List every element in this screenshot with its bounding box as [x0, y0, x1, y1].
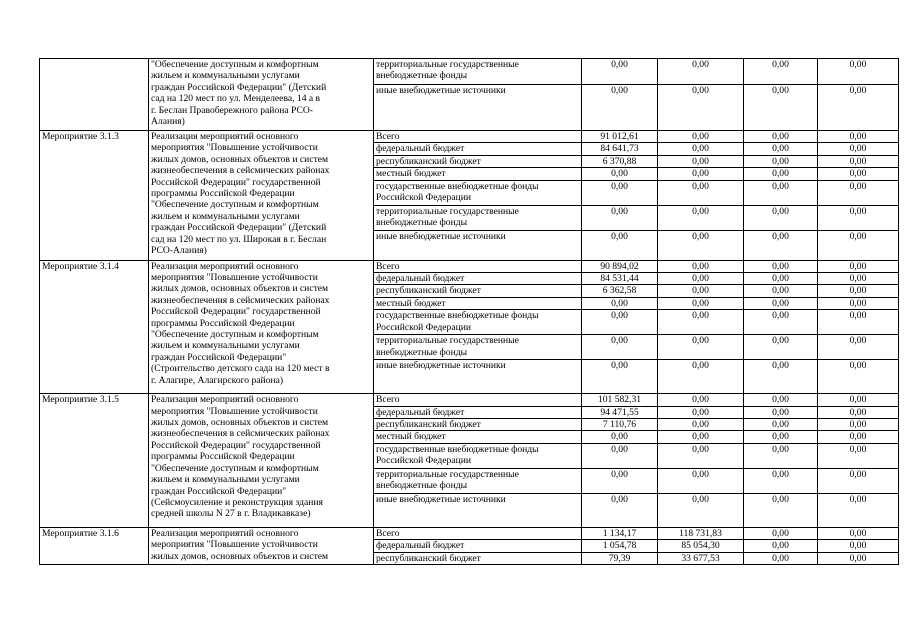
amount-cell-year-1 — [582, 493, 658, 527]
amount-cell-year-4 — [818, 493, 899, 527]
amount-cell-year-3 — [744, 406, 818, 418]
description-line: мероприятия "Повышение устойчивости — [151, 405, 318, 417]
amount-cell-year-3 — [744, 59, 818, 85]
amount-value: 0,00 — [692, 431, 709, 443]
table-row — [40, 260, 899, 272]
amount-value: 0,00 — [692, 230, 709, 242]
amount-cell-year-1 — [582, 285, 658, 297]
amount-cell-year-1 — [582, 310, 658, 335]
amount-value: 0,00 — [692, 260, 709, 272]
amount-cell-year-2 — [658, 360, 744, 394]
amount-cell-year-1 — [582, 527, 658, 539]
amount-value: 1 054,78 — [602, 540, 637, 552]
description-line: "Обеспечение доступным и комфортным — [151, 199, 319, 211]
amount-value: 0,00 — [772, 310, 789, 322]
amount-value: 90 894,02 — [600, 260, 639, 272]
amount-cell-year-2 — [658, 85, 744, 131]
amount-cell-year-1 — [582, 59, 658, 85]
amount-cell-year-1 — [582, 540, 658, 552]
measure-id-cell: Мероприятие 3.1.3 — [40, 131, 149, 261]
amount-cell-year-2 — [658, 230, 744, 260]
description-line: программы Российской Федерации — [151, 451, 295, 463]
amount-value: 0,00 — [772, 493, 789, 505]
amount-value: 0,00 — [849, 260, 867, 272]
amount-value: 0,00 — [772, 468, 789, 480]
amount-value: 0,00 — [772, 131, 789, 142]
amount-value: 94 471,55 — [600, 406, 639, 418]
amount-cell-year-1 — [582, 131, 658, 143]
amount-value: 0,00 — [849, 406, 867, 418]
funding-source-cell: Всего — [374, 394, 582, 406]
description-line: граждан Российской Федерации" (Детский — [151, 81, 327, 93]
amount-value: 0,00 — [772, 431, 789, 443]
funding-source-cell: государственные внебюджетные фонды Российской Федерации — [374, 443, 582, 468]
amount-value: 85 054,30 — [681, 540, 720, 552]
measure-description-cell — [149, 59, 374, 131]
amount-value: 7 110,76 — [602, 419, 637, 431]
amount-value: 0,00 — [849, 310, 867, 322]
description-line: граждан Российской Федерации" — [151, 485, 287, 497]
amount-cell-year-4 — [818, 285, 899, 297]
amount-cell-year-2 — [658, 131, 744, 143]
amount-value: 0,00 — [692, 443, 709, 455]
description-line: мероприятия "Повышение устойчивости — [151, 142, 318, 154]
amount-cell-year-3 — [744, 297, 818, 309]
amount-value: 0,00 — [611, 493, 628, 505]
amount-value: 1 134,17 — [602, 527, 637, 539]
amount-cell-year-1 — [582, 273, 658, 285]
amount-cell-year-3 — [744, 394, 818, 406]
amount-value: 0,00 — [772, 143, 789, 155]
description-line: жильем и коммунальными услугами — [151, 474, 300, 486]
description-line: жизнеобеспечения в сейсмических районах — [151, 428, 330, 440]
funding-source-cell: иные внебюджетные источники — [374, 360, 582, 394]
measure-id-cell: Мероприятие 3.1.5 — [40, 394, 149, 528]
amount-value: 0,00 — [849, 527, 867, 539]
amount-cell-year-2 — [658, 394, 744, 406]
amount-cell-year-4 — [818, 335, 899, 360]
funding-source-cell: иные внебюджетные источники — [374, 230, 582, 260]
amount-value: 0,00 — [772, 168, 789, 180]
description-line: "Обеспечение доступным и комфортным — [151, 59, 319, 70]
amount-cell-year-4 — [818, 552, 899, 564]
amount-cell-year-1 — [582, 419, 658, 431]
amount-value: 0,00 — [772, 394, 789, 406]
amount-cell-year-4 — [818, 155, 899, 167]
description-line: жилых домов, основных объектов и систем — [151, 550, 329, 562]
amount-value: 0,00 — [692, 493, 709, 505]
amount-value: 0,00 — [772, 297, 789, 309]
amount-value: 0,00 — [772, 205, 789, 217]
funding-source-cell: территориальные государственные внебюджетные фонды — [374, 335, 582, 360]
amount-value: 0,00 — [692, 155, 709, 167]
amount-cell-year-3 — [744, 540, 818, 552]
description-line: РСО-Алания) — [151, 245, 207, 257]
amount-value: 84 531,44 — [600, 273, 639, 285]
amount-cell-year-1 — [582, 260, 658, 272]
amount-value: 0,00 — [772, 443, 789, 455]
amount-cell-year-3 — [744, 443, 818, 468]
description-line: (Сейсмоусиление и реконструкция здания — [151, 496, 323, 508]
amount-value: 0,00 — [849, 285, 867, 297]
description-line: мероприятия "Повышение устойчивости — [151, 272, 318, 284]
amount-cell-year-3 — [744, 431, 818, 443]
amount-value: 0,00 — [849, 180, 867, 192]
amount-value: 0,00 — [692, 468, 709, 480]
amount-cell-year-2 — [658, 431, 744, 443]
amount-cell-year-4 — [818, 180, 899, 205]
amount-value: 0,00 — [849, 131, 867, 142]
description-line: программы Российской Федерации — [151, 188, 295, 200]
amount-value: 0,00 — [849, 540, 867, 552]
amount-cell-year-1 — [582, 143, 658, 155]
funding-source-cell: федеральный бюджет — [374, 540, 582, 552]
amount-value: 0,00 — [611, 468, 628, 480]
description-line: г. Алагире, Алагирского района) — [151, 374, 284, 386]
funding-source-cell: Всего — [374, 527, 582, 539]
amount-value: 79,39 — [608, 552, 631, 564]
amount-value: 0,00 — [849, 552, 867, 564]
description-line: Реализация мероприятий основного — [151, 527, 299, 539]
amount-cell-year-3 — [744, 131, 818, 143]
amount-value: 0,00 — [692, 419, 709, 431]
amount-value: 0,00 — [772, 273, 789, 285]
amount-value: 0,00 — [611, 431, 628, 443]
description-line: сад на 120 мест по ул. Широкая в г. Беслан — [151, 233, 327, 245]
amount-cell-year-2 — [658, 468, 744, 493]
amount-cell-year-2 — [658, 297, 744, 309]
description-line: мероприятия "Повышение устойчивости — [151, 539, 318, 551]
amount-cell-year-4 — [818, 230, 899, 260]
amount-value: 0,00 — [692, 360, 709, 372]
amount-cell-year-4 — [818, 205, 899, 230]
amount-value: 0,00 — [692, 394, 709, 406]
description-line: (Строительство детского сада на 120 мест в — [151, 363, 330, 375]
amount-cell-year-1 — [582, 431, 658, 443]
amount-value: 0,00 — [772, 285, 789, 297]
amount-value: 91 012,61 — [600, 131, 639, 142]
description-line: г. Беслан Правобережного района РСО- — [151, 104, 314, 116]
measure-id-cell — [40, 59, 149, 131]
amount-cell-year-2 — [658, 59, 744, 85]
amount-value: 0,00 — [849, 335, 867, 347]
description-line: Реализация мероприятий основного — [151, 260, 299, 272]
amount-value: 0,00 — [611, 310, 628, 322]
description-line: жизнеобеспечения в сейсмических районах — [151, 294, 330, 306]
amount-cell-year-2 — [658, 443, 744, 468]
amount-value: 84 641,73 — [600, 143, 639, 155]
amount-cell-year-3 — [744, 260, 818, 272]
amount-cell-year-2 — [658, 168, 744, 180]
amount-cell-year-1 — [582, 552, 658, 564]
funding-source-cell: республиканский бюджет — [374, 419, 582, 431]
amount-value: 0,00 — [772, 155, 789, 167]
amount-cell-year-4 — [818, 527, 899, 539]
amount-value: 0,00 — [849, 273, 867, 285]
amount-value: 0,00 — [849, 59, 867, 70]
amount-value: 33 677,53 — [681, 552, 720, 564]
amount-cell-year-3 — [744, 285, 818, 297]
amount-cell-year-3 — [744, 527, 818, 539]
description-line: жильем и коммунальными услугами — [151, 340, 300, 352]
funding-source-cell: государственные внебюджетные фонды Российской Федерации — [374, 180, 582, 205]
amount-value: 0,00 — [611, 85, 628, 96]
amount-value: 0,00 — [611, 59, 628, 70]
amount-value: 0,00 — [849, 431, 867, 443]
amount-cell-year-3 — [744, 273, 818, 285]
amount-cell-year-1 — [582, 230, 658, 260]
amount-cell-year-2 — [658, 273, 744, 285]
description-line: "Обеспечение доступным и комфортным — [151, 462, 319, 474]
measure-description-cell — [149, 394, 374, 528]
amount-cell-year-2 — [658, 260, 744, 272]
amount-cell-year-4 — [818, 297, 899, 309]
funding-source-cell: иные внебюджетные источники — [374, 85, 582, 131]
amount-value: 0,00 — [772, 406, 789, 418]
amount-value: 0,00 — [692, 205, 709, 217]
amount-value: 0,00 — [692, 168, 709, 180]
amount-value: 0,00 — [611, 180, 628, 192]
funding-source-cell: местный бюджет — [374, 431, 582, 443]
amount-cell-year-4 — [818, 59, 899, 85]
amount-cell-year-3 — [744, 419, 818, 431]
amount-cell-year-3 — [744, 230, 818, 260]
amount-cell-year-3 — [744, 552, 818, 564]
amount-cell-year-3 — [744, 205, 818, 230]
amount-cell-year-3 — [744, 335, 818, 360]
amount-cell-year-2 — [658, 310, 744, 335]
amount-value: 6 370,88 — [602, 155, 637, 167]
amount-value: 0,00 — [772, 85, 789, 96]
amount-cell-year-1 — [582, 468, 658, 493]
funding-source-cell: местный бюджет — [374, 168, 582, 180]
description-line: Реализация мероприятий основного — [151, 131, 299, 142]
table-row — [40, 59, 899, 85]
amount-value: 0,00 — [692, 406, 709, 418]
amount-cell-year-3 — [744, 360, 818, 394]
funding-source-cell: Всего — [374, 131, 582, 143]
amount-cell-year-2 — [658, 540, 744, 552]
amount-value: 0,00 — [692, 310, 709, 322]
amount-cell-year-1 — [582, 406, 658, 418]
table-row — [40, 131, 899, 143]
description-line: жизнеобеспечения в сейсмических районах — [151, 165, 330, 177]
amount-cell-year-4 — [818, 443, 899, 468]
amount-value: 0,00 — [611, 205, 628, 217]
amount-value: 0,00 — [772, 230, 789, 242]
amount-cell-year-1 — [582, 155, 658, 167]
description-line: жилых домов, основных объектов и систем — [151, 283, 329, 295]
amount-cell-year-4 — [818, 419, 899, 431]
amount-value: 0,00 — [611, 360, 628, 372]
amount-cell-year-2 — [658, 493, 744, 527]
amount-cell-year-2 — [658, 285, 744, 297]
amount-cell-year-4 — [818, 394, 899, 406]
budget-table-page — [39, 58, 899, 565]
funding-source-cell: местный бюджет — [374, 297, 582, 309]
funding-source-cell: федеральный бюджет — [374, 406, 582, 418]
amount-value: 0,00 — [772, 335, 789, 347]
amount-cell-year-1 — [582, 335, 658, 360]
amount-cell-year-2 — [658, 143, 744, 155]
measure-description-cell — [149, 260, 374, 394]
funding-source-cell: государственные внебюджетные фонды Российской Федерации — [374, 310, 582, 335]
table-row — [40, 527, 899, 539]
description-line: Реализация мероприятий основного — [151, 394, 299, 406]
amount-value: 0,00 — [772, 540, 789, 552]
amount-value: 0,00 — [692, 85, 709, 96]
description-line: сад на 120 мест по ул. Менделеева, 14 а в — [151, 93, 321, 105]
amount-cell-year-4 — [818, 406, 899, 418]
amount-cell-year-4 — [818, 273, 899, 285]
amount-cell-year-2 — [658, 527, 744, 539]
amount-cell-year-1 — [582, 394, 658, 406]
amount-cell-year-4 — [818, 85, 899, 131]
amount-cell-year-1 — [582, 297, 658, 309]
amount-cell-year-3 — [744, 85, 818, 131]
description-line: программы Российской Федерации — [151, 317, 295, 329]
description-line: Российской Федерации" государственной — [151, 306, 321, 318]
amount-value: 0,00 — [611, 335, 628, 347]
description-line: Алания) — [151, 116, 185, 128]
funding-source-cell: территориальные государственные внебюджетные фонды — [374, 468, 582, 493]
amount-cell-year-1 — [582, 168, 658, 180]
amount-cell-year-3 — [744, 180, 818, 205]
amount-cell-year-3 — [744, 468, 818, 493]
amount-value: 0,00 — [849, 155, 867, 167]
amount-cell-year-4 — [818, 168, 899, 180]
amount-cell-year-2 — [658, 335, 744, 360]
amount-value: 0,00 — [692, 285, 709, 297]
description-line: жилых домов, основных объектов и систем — [151, 417, 329, 429]
amount-cell-year-3 — [744, 143, 818, 155]
amount-cell-year-4 — [818, 131, 899, 143]
amount-cell-year-2 — [658, 155, 744, 167]
amount-cell-year-3 — [744, 168, 818, 180]
amount-value: 0,00 — [772, 419, 789, 431]
amount-value: 0,00 — [849, 205, 867, 217]
funding-source-cell: республиканский бюджет — [374, 285, 582, 297]
description-line: "Обеспечение доступным и комфортным — [151, 329, 319, 341]
amount-value: 0,00 — [692, 59, 709, 70]
description-line: Российской Федерации" государственной — [151, 439, 321, 451]
measure-description-cell — [149, 131, 374, 261]
amount-value: 0,00 — [772, 360, 789, 372]
amount-cell-year-4 — [818, 431, 899, 443]
amount-value: 0,00 — [849, 230, 867, 242]
funding-source-cell: территориальные государственные внебюджетные фонды — [374, 205, 582, 230]
amount-cell-year-3 — [744, 310, 818, 335]
amount-cell-year-4 — [818, 260, 899, 272]
amount-value: 0,00 — [849, 168, 867, 180]
amount-value: 101 582,31 — [597, 394, 642, 406]
description-line: граждан Российской Федерации" — [151, 351, 287, 363]
amount-cell-year-1 — [582, 205, 658, 230]
funding-source-cell: иные внебюджетные источники — [374, 493, 582, 527]
amount-value: 0,00 — [849, 493, 867, 505]
amount-value: 0,00 — [611, 443, 628, 455]
amount-value: 0,00 — [849, 394, 867, 406]
amount-cell-year-1 — [582, 180, 658, 205]
amount-cell-year-1 — [582, 443, 658, 468]
budget-table — [39, 58, 899, 565]
amount-cell-year-4 — [818, 310, 899, 335]
amount-value: 0,00 — [611, 168, 628, 180]
amount-cell-year-1 — [582, 360, 658, 394]
amount-value: 0,00 — [849, 143, 867, 155]
amount-value: 0,00 — [849, 297, 867, 309]
description-line: граждан Российской Федерации" (Детский — [151, 222, 327, 234]
amount-cell-year-3 — [744, 155, 818, 167]
amount-value: 0,00 — [692, 335, 709, 347]
amount-cell-year-1 — [582, 85, 658, 131]
description-line: Российской Федерации" государственной — [151, 176, 321, 188]
amount-cell-year-2 — [658, 406, 744, 418]
amount-value: 0,00 — [772, 552, 789, 564]
amount-cell-year-2 — [658, 552, 744, 564]
description-line: жильем и коммунальными услугами — [151, 70, 300, 82]
amount-value: 0,00 — [772, 260, 789, 272]
amount-value: 0,00 — [611, 230, 628, 242]
measure-id-cell: Мероприятие 3.1.6 — [40, 527, 149, 564]
amount-cell-year-2 — [658, 180, 744, 205]
amount-value: 0,00 — [692, 131, 709, 142]
description-line: средней школы N 27 в г. Владикавказе) — [151, 508, 311, 520]
amount-value: 0,00 — [692, 143, 709, 155]
funding-source-cell: Всего — [374, 260, 582, 272]
amount-cell-year-2 — [658, 419, 744, 431]
amount-value: 0,00 — [849, 468, 867, 480]
funding-source-cell: республиканский бюджет — [374, 552, 582, 564]
amount-cell-year-4 — [818, 468, 899, 493]
amount-value: 0,00 — [692, 180, 709, 192]
funding-source-cell: территориальные государственные внебюджетные фонды — [374, 59, 582, 85]
amount-value: 0,00 — [772, 527, 789, 539]
amount-cell-year-3 — [744, 493, 818, 527]
description-line: жильем и коммунальными услугами — [151, 210, 300, 222]
amount-value: 6 362,58 — [602, 285, 637, 297]
amount-value: 0,00 — [692, 273, 709, 285]
amount-cell-year-2 — [658, 205, 744, 230]
amount-value: 0,00 — [772, 59, 789, 70]
amount-value: 118 731,83 — [679, 527, 722, 539]
amount-value: 0,00 — [772, 180, 789, 192]
amount-value: 0,00 — [849, 85, 867, 96]
amount-cell-year-4 — [818, 360, 899, 394]
description-line: жилых домов, основных объектов и систем — [151, 153, 329, 165]
measure-description-cell — [149, 527, 374, 564]
amount-value: 0,00 — [692, 297, 709, 309]
funding-source-cell: федеральный бюджет — [374, 143, 582, 155]
measure-id-cell: Мероприятие 3.1.4 — [40, 260, 149, 394]
amount-value: 0,00 — [849, 443, 867, 455]
funding-source-cell: республиканский бюджет — [374, 155, 582, 167]
amount-value: 0,00 — [611, 297, 628, 309]
amount-value: 0,00 — [849, 419, 867, 431]
amount-cell-year-4 — [818, 540, 899, 552]
amount-cell-year-4 — [818, 143, 899, 155]
amount-value: 0,00 — [849, 360, 867, 372]
funding-source-cell: федеральный бюджет — [374, 273, 582, 285]
table-row — [40, 394, 899, 406]
